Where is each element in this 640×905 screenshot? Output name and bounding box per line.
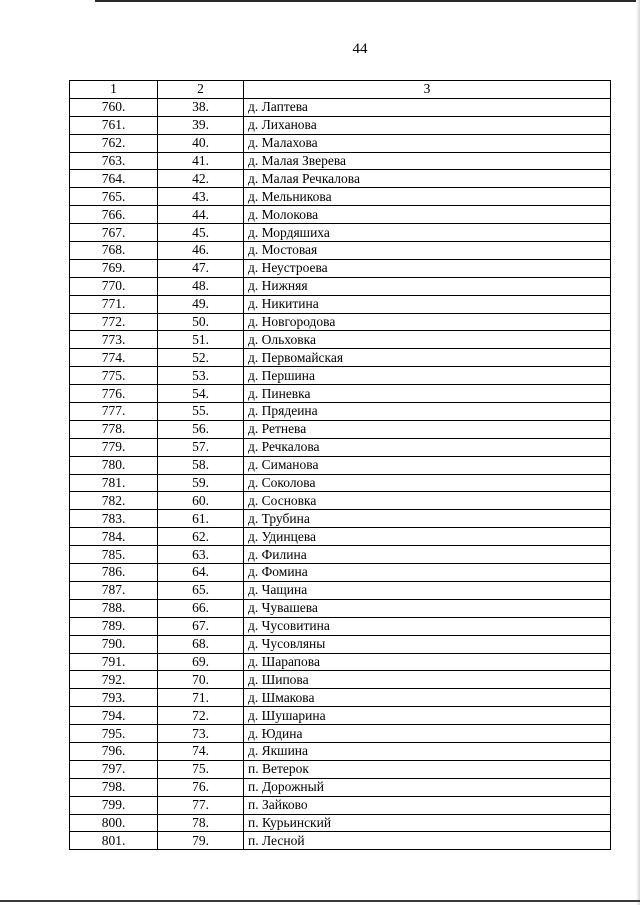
- row-number-cell: 799.: [70, 796, 158, 814]
- column-header-1: 1: [70, 81, 158, 99]
- settlement-name-cell: д. Удинцева: [244, 528, 611, 546]
- table-row: [70, 206, 611, 224]
- table-row: [70, 778, 611, 796]
- row-number-cell: 779.: [70, 438, 158, 456]
- row-number-cell: 776.: [70, 385, 158, 403]
- local-number-cell: 65.: [158, 581, 244, 599]
- row-number-cell: 788.: [70, 599, 158, 617]
- local-number-cell: 58.: [158, 456, 244, 474]
- local-number-cell: 73.: [158, 725, 244, 743]
- table-row: [70, 528, 611, 546]
- settlements-table: [69, 80, 611, 850]
- table-row: [70, 760, 611, 778]
- local-number-cell: 72.: [158, 707, 244, 725]
- table-row: [70, 152, 611, 170]
- table-row: [70, 581, 611, 599]
- settlement-name-cell: д. Шипова: [244, 671, 611, 689]
- row-number-cell: 787.: [70, 581, 158, 599]
- settlement-name-cell: д. Филина: [244, 546, 611, 564]
- local-number-cell: 41.: [158, 152, 244, 170]
- column-header-3: 3: [244, 81, 611, 99]
- table-row: [70, 295, 611, 313]
- row-number-cell: 785.: [70, 546, 158, 564]
- row-number-cell: 762.: [70, 134, 158, 152]
- settlement-name-cell: д. Соколова: [244, 474, 611, 492]
- settlement-name-cell: п. Зайково: [244, 796, 611, 814]
- local-number-cell: 71.: [158, 689, 244, 707]
- table-row: [70, 832, 611, 850]
- table-row: [70, 635, 611, 653]
- scan-edge-top: [95, 0, 640, 2]
- row-number-cell: 777.: [70, 403, 158, 421]
- table-row: [70, 456, 611, 474]
- local-number-cell: 38.: [158, 98, 244, 116]
- local-number-cell: 53.: [158, 367, 244, 385]
- settlement-name-cell: д. Прядеина: [244, 403, 611, 421]
- settlement-name-cell: д. Малая Речкалова: [244, 170, 611, 188]
- row-number-cell: 801.: [70, 832, 158, 850]
- row-number-cell: 786.: [70, 564, 158, 582]
- settlement-name-cell: д. Фомина: [244, 564, 611, 582]
- settlement-name-cell: д. Мостовая: [244, 242, 611, 260]
- settlement-name-cell: д. Мордяшиха: [244, 224, 611, 242]
- row-number-cell: 784.: [70, 528, 158, 546]
- settlement-name-cell: д. Першина: [244, 367, 611, 385]
- local-number-cell: 74.: [158, 742, 244, 760]
- column-header-2: 2: [158, 81, 244, 99]
- settlement-name-cell: д. Чусовляны: [244, 635, 611, 653]
- row-number-cell: 782.: [70, 492, 158, 510]
- row-number-cell: 775.: [70, 367, 158, 385]
- table-row: [70, 742, 611, 760]
- table-row: [70, 420, 611, 438]
- settlement-name-cell: д. Мельникова: [244, 188, 611, 206]
- local-number-cell: 51.: [158, 331, 244, 349]
- local-number-cell: 78.: [158, 814, 244, 832]
- settlement-name-cell: д. Малая Зверева: [244, 152, 611, 170]
- local-number-cell: 57.: [158, 438, 244, 456]
- row-number-cell: 767.: [70, 224, 158, 242]
- local-number-cell: 79.: [158, 832, 244, 850]
- table-row: [70, 689, 611, 707]
- table-row: [70, 438, 611, 456]
- table-row: [70, 510, 611, 528]
- local-number-cell: 48.: [158, 277, 244, 295]
- table-body: [70, 98, 611, 849]
- row-number-cell: 770.: [70, 277, 158, 295]
- row-number-cell: 795.: [70, 725, 158, 743]
- local-number-cell: 55.: [158, 403, 244, 421]
- local-number-cell: 42.: [158, 170, 244, 188]
- row-number-cell: 800.: [70, 814, 158, 832]
- table-row: [70, 188, 611, 206]
- row-number-cell: 797.: [70, 760, 158, 778]
- row-number-cell: 774.: [70, 349, 158, 367]
- local-number-cell: 52.: [158, 349, 244, 367]
- row-number-cell: 791.: [70, 653, 158, 671]
- row-number-cell: 763.: [70, 152, 158, 170]
- row-number-cell: 768.: [70, 242, 158, 260]
- settlement-name-cell: п. Дорожный: [244, 778, 611, 796]
- table-row: [70, 725, 611, 743]
- row-number-cell: 790.: [70, 635, 158, 653]
- row-number-cell: 792.: [70, 671, 158, 689]
- settlement-name-cell: д. Ретнева: [244, 420, 611, 438]
- settlement-name-cell: п. Ветерок: [244, 760, 611, 778]
- row-number-cell: 794.: [70, 707, 158, 725]
- settlement-name-cell: п. Курьинский: [244, 814, 611, 832]
- row-number-cell: 771.: [70, 295, 158, 313]
- local-number-cell: 39.: [158, 116, 244, 134]
- table-row: [70, 331, 611, 349]
- local-number-cell: 64.: [158, 564, 244, 582]
- local-number-cell: 75.: [158, 760, 244, 778]
- table-row: [70, 98, 611, 116]
- settlement-name-cell: д. Ольховка: [244, 331, 611, 349]
- local-number-cell: 56.: [158, 420, 244, 438]
- settlement-name-cell: д. Неустроева: [244, 259, 611, 277]
- table-row: [70, 116, 611, 134]
- local-number-cell: 66.: [158, 599, 244, 617]
- local-number-cell: 43.: [158, 188, 244, 206]
- row-number-cell: 773.: [70, 331, 158, 349]
- settlement-name-cell: д. Сосновка: [244, 492, 611, 510]
- settlement-name-cell: д. Молокова: [244, 206, 611, 224]
- local-number-cell: 77.: [158, 796, 244, 814]
- scan-edge-right: [636, 0, 640, 905]
- local-number-cell: 62.: [158, 528, 244, 546]
- table-row: [70, 671, 611, 689]
- row-number-cell: 772.: [70, 313, 158, 331]
- table-row: [70, 492, 611, 510]
- local-number-cell: 44.: [158, 206, 244, 224]
- row-number-cell: 765.: [70, 188, 158, 206]
- row-number-cell: 766.: [70, 206, 158, 224]
- settlement-name-cell: д. Шмакова: [244, 689, 611, 707]
- table-row: [70, 653, 611, 671]
- settlement-name-cell: д. Чащина: [244, 581, 611, 599]
- settlement-name-cell: п. Лесной: [244, 832, 611, 850]
- local-number-cell: 61.: [158, 510, 244, 528]
- local-number-cell: 45.: [158, 224, 244, 242]
- local-number-cell: 70.: [158, 671, 244, 689]
- row-number-cell: 780.: [70, 456, 158, 474]
- settlement-name-cell: д. Малахова: [244, 134, 611, 152]
- local-number-cell: 54.: [158, 385, 244, 403]
- table-row: [70, 224, 611, 242]
- table-row: [70, 403, 611, 421]
- settlement-name-cell: д. Нижняя: [244, 277, 611, 295]
- row-number-cell: 798.: [70, 778, 158, 796]
- local-number-cell: 60.: [158, 492, 244, 510]
- scan-edge-bottom: [0, 900, 640, 902]
- local-number-cell: 59.: [158, 474, 244, 492]
- table-row: [70, 599, 611, 617]
- local-number-cell: 68.: [158, 635, 244, 653]
- local-number-cell: 50.: [158, 313, 244, 331]
- settlement-name-cell: д. Трубина: [244, 510, 611, 528]
- local-number-cell: 69.: [158, 653, 244, 671]
- settlement-name-cell: д. Якшина: [244, 742, 611, 760]
- settlement-name-cell: д. Шарапова: [244, 653, 611, 671]
- settlement-name-cell: д. Новгородова: [244, 313, 611, 331]
- table-row: [70, 259, 611, 277]
- settlement-name-cell: д. Чусовитина: [244, 617, 611, 635]
- settlement-name-cell: д. Речкалова: [244, 438, 611, 456]
- table-row: [70, 546, 611, 564]
- table-row: [70, 385, 611, 403]
- row-number-cell: 783.: [70, 510, 158, 528]
- settlement-name-cell: д. Пиневка: [244, 385, 611, 403]
- settlement-name-cell: д. Лиханова: [244, 116, 611, 134]
- row-number-cell: 793.: [70, 689, 158, 707]
- settlement-name-cell: д. Юдина: [244, 725, 611, 743]
- table-header-row: [70, 81, 611, 99]
- local-number-cell: 40.: [158, 134, 244, 152]
- table-row: [70, 617, 611, 635]
- local-number-cell: 67.: [158, 617, 244, 635]
- table-row: [70, 170, 611, 188]
- table-row: [70, 814, 611, 832]
- settlement-name-cell: д. Лаптева: [244, 98, 611, 116]
- row-number-cell: 769.: [70, 259, 158, 277]
- table-row: [70, 707, 611, 725]
- row-number-cell: 760.: [70, 98, 158, 116]
- local-number-cell: 46.: [158, 242, 244, 260]
- table-row: [70, 134, 611, 152]
- table-row: [70, 242, 611, 260]
- settlement-name-cell: д. Первомайская: [244, 349, 611, 367]
- local-number-cell: 49.: [158, 295, 244, 313]
- row-number-cell: 778.: [70, 420, 158, 438]
- row-number-cell: 781.: [70, 474, 158, 492]
- table-row: [70, 564, 611, 582]
- local-number-cell: 63.: [158, 546, 244, 564]
- table-row: [70, 349, 611, 367]
- table-row: [70, 474, 611, 492]
- row-number-cell: 761.: [70, 116, 158, 134]
- settlement-name-cell: д. Чувашева: [244, 599, 611, 617]
- table-row: [70, 367, 611, 385]
- table-row: [70, 277, 611, 295]
- row-number-cell: 796.: [70, 742, 158, 760]
- settlement-name-cell: д. Симанова: [244, 456, 611, 474]
- page-number: 44: [352, 41, 368, 57]
- row-number-cell: 764.: [70, 170, 158, 188]
- settlement-name-cell: д. Шушарина: [244, 707, 611, 725]
- table-row: [70, 313, 611, 331]
- row-number-cell: 789.: [70, 617, 158, 635]
- settlement-name-cell: д. Никитина: [244, 295, 611, 313]
- table-row: [70, 796, 611, 814]
- local-number-cell: 47.: [158, 259, 244, 277]
- local-number-cell: 76.: [158, 778, 244, 796]
